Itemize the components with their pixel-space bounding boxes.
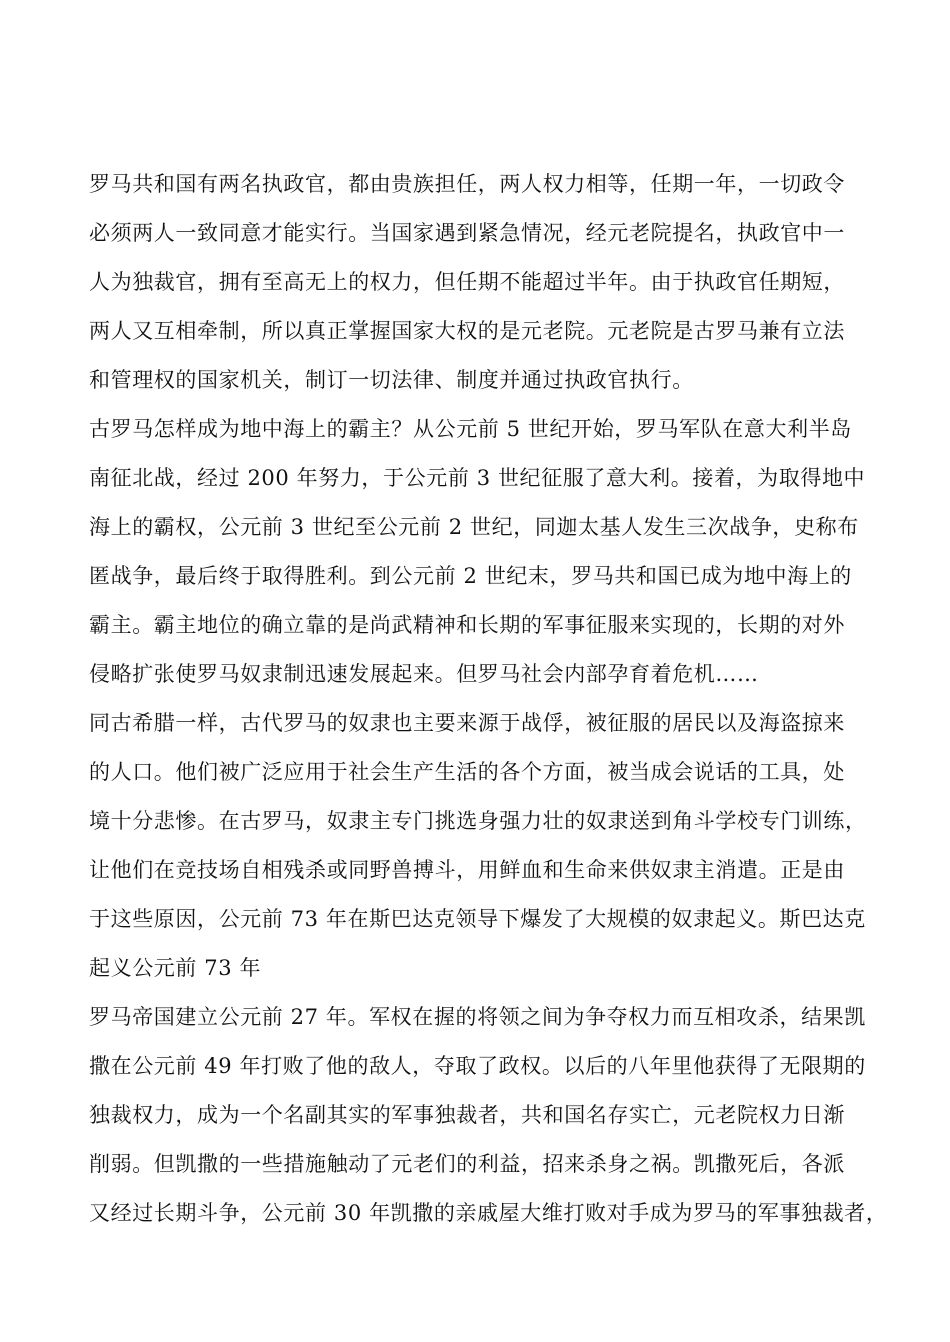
text-line: 又经过长期斗争，公元前 30 年凯撒的亲戚屋大维打败对手成为罗马的军事独裁者，	[89, 1201, 888, 1225]
text-line: 海上的霸权，公元前 3 世纪至公元前 2 世纪，同迦太基人发生三次战争，史称布	[89, 515, 859, 539]
text-line: 让他们在竞技场自相残杀或同野兽搏斗，用鲜血和生命来供奴隶主消遣。正是由	[89, 858, 845, 882]
text-line: 匿战争，最后终于取得胜利。到公元前 2 世纪末，罗马共和国已成为地中海上的	[89, 564, 852, 588]
text-line: 起义公元前 73 年	[89, 956, 262, 980]
text-line: 必须两人一致同意才能实行。当国家遇到紧急情况，经元老院提名，执政官中一	[89, 221, 845, 245]
text-line: 侵略扩张使罗马奴隶制迅速发展起来。但罗马社会内部孕育着危机……	[89, 662, 759, 686]
text-line: 霸主。霸主地位的确立靠的是尚武精神和长期的军事征服来实现的，长期的对外	[89, 613, 845, 637]
text-line: 同古希腊一样，古代罗马的奴隶也主要来源于战俘，被征服的居民以及海盗掠来	[89, 711, 845, 735]
text-line: 罗马共和国有两名执政官，都由贵族担任，两人权力相等，任期一年，一切政令	[89, 172, 845, 196]
text-line: 撒在公元前 49 年打败了他的敌人，夺取了政权。以后的八年里他获得了无限期的	[89, 1054, 866, 1078]
text-line: 人为独裁官，拥有至高无上的权力，但任期不能超过半年。由于执政官任期短，	[89, 270, 845, 294]
text-line: 罗马帝国建立公元前 27 年。军权在握的将领之间为争夺权力而互相攻杀，结果凯	[89, 1005, 866, 1029]
text-line: 独裁权力，成为一个名副其实的军事独裁者，共和国名存实亡，元老院权力日渐	[89, 1103, 845, 1127]
document-body	[89, 160, 888, 1238]
text-line: 境十分悲惨。在古罗马，奴隶主专门挑选身强力壮的奴隶送到角斗学校专门训练，	[89, 809, 867, 833]
text-line: 和管理权的国家机关，制订一切法律、制度并通过执政官执行。	[89, 368, 694, 392]
text-line: 于这些原因，公元前 73 年在斯巴达克领导下爆发了大规模的奴隶起义。斯巴达克	[89, 907, 866, 931]
text-line: 两人又互相牵制，所以真正掌握国家大权的是元老院。元老院是古罗马兼有立法	[89, 319, 845, 343]
text-line: 的人口。他们被广泛应用于社会生产生活的各个方面，被当成会说话的工具，处	[89, 760, 845, 784]
text-line: 南征北战，经过 200 年努力，于公元前 3 世纪征服了意大利。接着，为取得地中	[89, 466, 866, 490]
text-line: 削弱。但凯撒的一些措施触动了元老们的利益，招来杀身之祸。凯撒死后，各派	[89, 1152, 845, 1176]
text-line: 古罗马怎样成为地中海上的霸主？从公元前 5 世纪开始，罗马军队在意大利半岛	[89, 417, 852, 441]
